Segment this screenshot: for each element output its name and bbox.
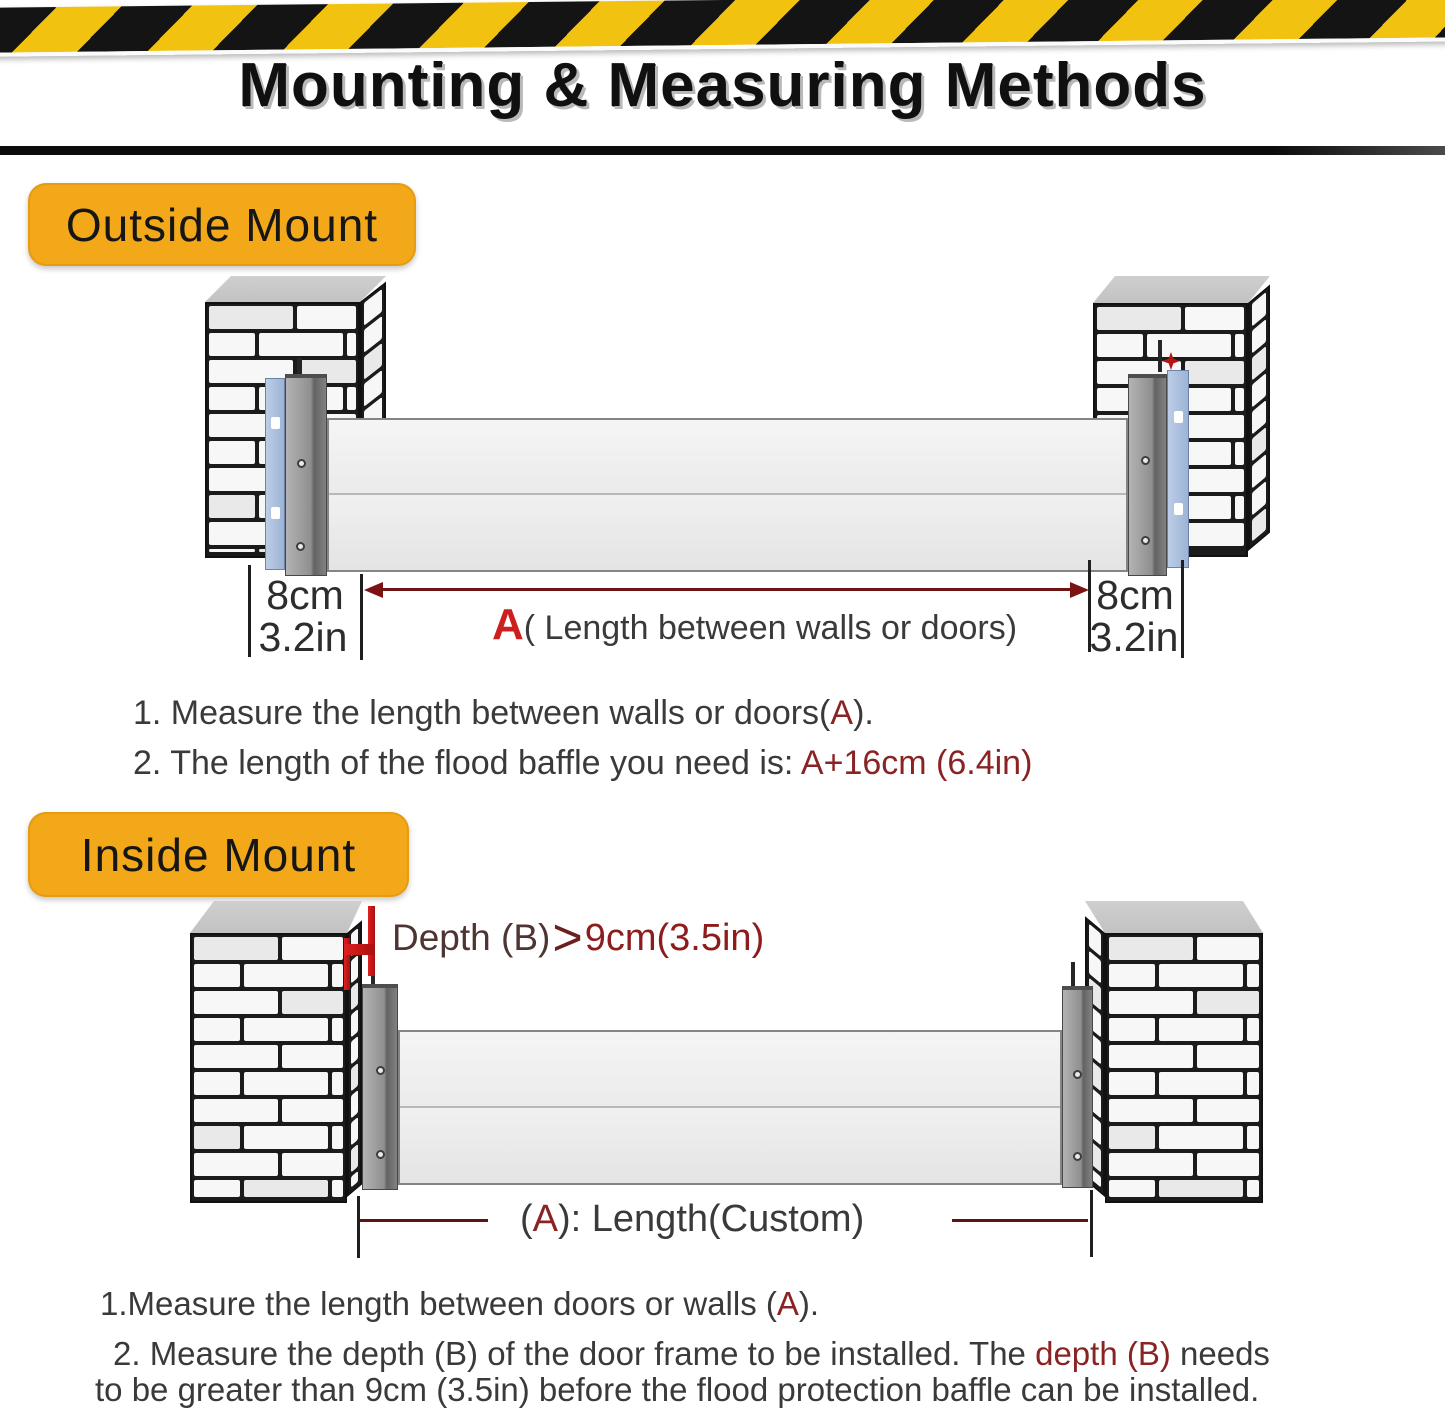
wall-seal-strip-left xyxy=(265,378,285,570)
inside-mount-badge-label: Inside Mount xyxy=(80,828,357,881)
depth-b-label: Depth (B) > 9cm(3.5in) xyxy=(392,909,765,967)
dimension-tick xyxy=(1181,560,1184,658)
depth-bracket-back-leg xyxy=(368,906,375,976)
dimension-arrowhead xyxy=(1070,582,1089,598)
screw-hole xyxy=(296,542,305,551)
depth-bracket-bar xyxy=(344,944,375,955)
brick-pillar-inside-right xyxy=(1085,901,1263,1203)
dim-left-cm: 8cm xyxy=(266,572,344,618)
dimension-tick xyxy=(360,574,363,660)
mounting-channel-right xyxy=(1128,374,1167,576)
channel-rod xyxy=(1158,340,1162,372)
outside-step-2: 2. The length of the flood baffle you need is: A+16cm (6.4in) xyxy=(133,744,1033,782)
dimension-line-left xyxy=(360,1219,488,1222)
seal-dot xyxy=(1174,411,1183,423)
pillar-top-face xyxy=(205,276,386,302)
pillar-top-face xyxy=(1085,901,1263,933)
pillar-top-face xyxy=(1093,276,1270,303)
mounting-channel-inside-right xyxy=(1062,986,1093,1188)
pillar-top-face xyxy=(190,901,362,933)
seal-dot xyxy=(1174,503,1183,515)
hazard-stripe-banner xyxy=(0,0,1445,57)
outside-mount-badge xyxy=(28,183,416,266)
page-title: Mounting & Measuring Methods xyxy=(238,51,1207,120)
dimension-arrow xyxy=(381,588,1072,591)
mounting-channel-left xyxy=(285,374,327,576)
screw-hole xyxy=(1073,1152,1082,1161)
inside-step-1: 1.Measure the length between doors or walls (A). xyxy=(100,1285,820,1322)
dimension-line-right xyxy=(952,1219,1088,1222)
dimension-tick xyxy=(357,1196,360,1258)
inside-step-2-line-1: 2. Measure the depth (B) of the door frame to be installed. The depth (B) needs xyxy=(113,1335,1270,1372)
mounting-channel-inside-left xyxy=(362,984,398,1190)
red-letter-a: A xyxy=(492,600,524,649)
outside-step-1: 1. Measure the length between walls or doors(A). xyxy=(133,694,874,732)
inside-mount-badge xyxy=(28,812,409,897)
dim-right-cm: 8cm xyxy=(1096,572,1174,618)
dim-left-in: 3.2in xyxy=(258,614,348,660)
flood-barrier-boards xyxy=(327,418,1128,572)
screw-hole xyxy=(376,1150,385,1159)
barrier-board-upper xyxy=(400,1032,1060,1108)
seal-dot xyxy=(271,417,280,429)
pillar-front-face xyxy=(1105,933,1263,1203)
screw-hole xyxy=(1141,456,1150,465)
screw-hole xyxy=(376,1066,385,1075)
length-custom-label: ( A ): Length(Custom) xyxy=(520,1198,865,1240)
brick-pillar-inside-left xyxy=(190,901,362,1203)
barrier-board-upper xyxy=(329,420,1126,495)
screw-hole xyxy=(1141,536,1150,545)
dimension-tick xyxy=(1090,1190,1093,1257)
screw-hole xyxy=(297,459,306,468)
screw-hole xyxy=(1073,1070,1082,1079)
wall-seal-strip-right xyxy=(1167,370,1189,568)
pillar-front-face xyxy=(190,933,347,1203)
outside-mount-badge-label: Outside Mount xyxy=(65,198,379,251)
seal-dot xyxy=(271,507,280,519)
barrier-board-lower xyxy=(329,495,1126,570)
length-a-label: A ( Length between walls or doors) xyxy=(492,600,1018,649)
pillar-side-face xyxy=(1248,285,1270,551)
dim-right-in: 3.2in xyxy=(1089,614,1179,660)
barrier-board-lower xyxy=(400,1108,1060,1184)
flood-barrier-boards-inside xyxy=(398,1030,1062,1185)
title-divider xyxy=(0,146,1445,155)
inside-step-2-line-2: to be greater than 9cm (3.5in) before the flood protection baffle can be installed. xyxy=(95,1371,1260,1408)
